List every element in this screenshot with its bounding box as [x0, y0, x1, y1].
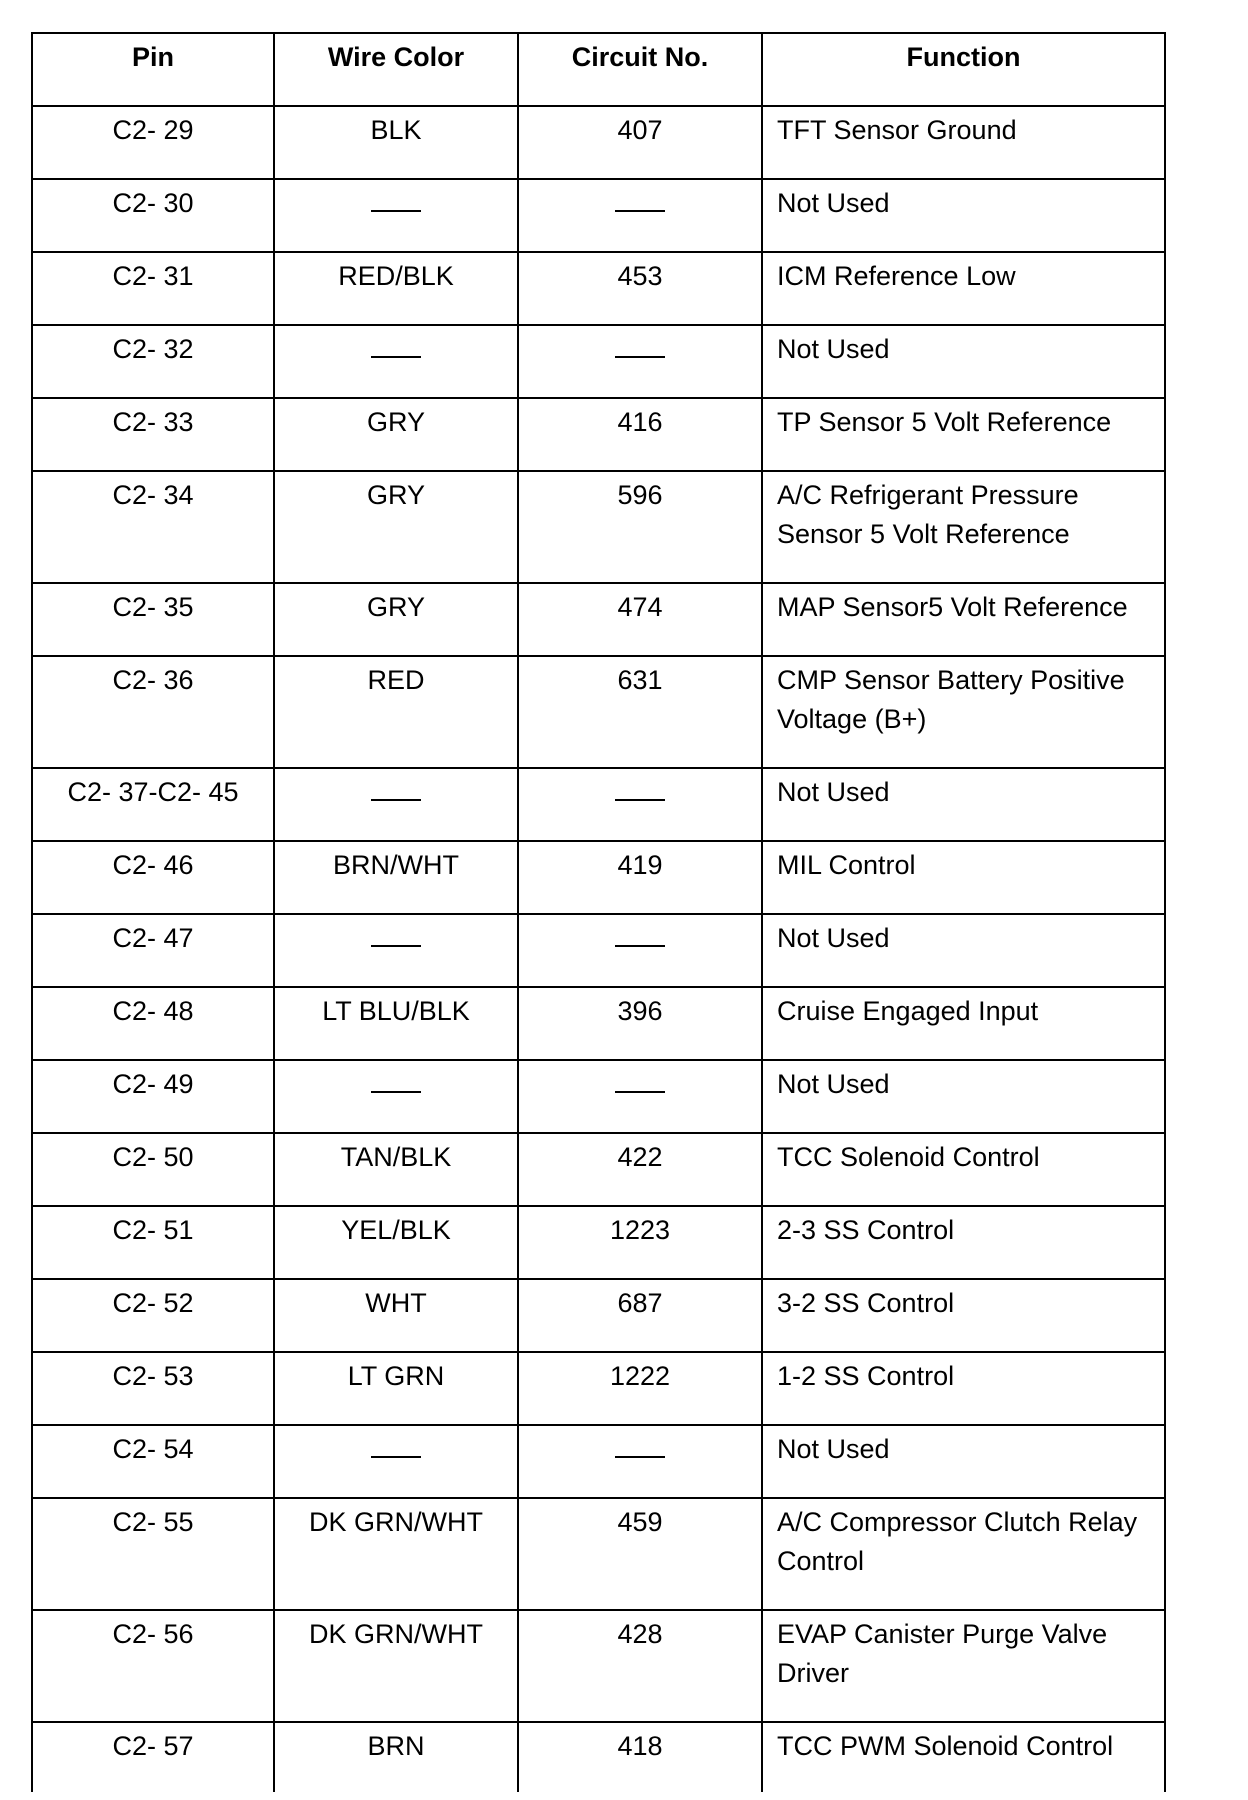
header-wire-color: Wire Color [274, 33, 518, 106]
function-cell: TFT Sensor Ground [762, 106, 1165, 179]
wire-color-cell [274, 914, 518, 987]
function-cell: EVAP Canister Purge Valve Driver [762, 1610, 1165, 1722]
circuit-no-cell: 474 [518, 583, 762, 656]
table-row [32, 325, 1165, 398]
circuit-no-cell: 631 [518, 656, 762, 768]
pin-cell: C2- 30 [32, 179, 274, 252]
wire-color-cell [274, 325, 518, 398]
wire-color-cell [274, 179, 518, 252]
wire-color-cell: BLK [274, 106, 518, 179]
function-cell: TP Sensor 5 Volt Reference [762, 398, 1165, 471]
table-row [32, 1425, 1165, 1498]
empty-dash [615, 1091, 665, 1093]
empty-dash [615, 799, 665, 801]
empty-dash [371, 210, 421, 212]
pin-cell: C2- 54 [32, 1425, 274, 1498]
pin-cell: C2- 50 [32, 1133, 274, 1206]
table-row [32, 1133, 1165, 1206]
wire-color-cell: GRY [274, 398, 518, 471]
function-cell: Not Used [762, 1425, 1165, 1498]
empty-dash [371, 1456, 421, 1458]
function-cell: A/C Compressor Clutch Relay Control [762, 1498, 1165, 1610]
circuit-no-cell: 453 [518, 252, 762, 325]
function-cell: CMP Sensor Battery Positive Voltage (B+) [762, 656, 1165, 768]
circuit-no-cell: 596 [518, 471, 762, 583]
table-row [32, 1206, 1165, 1279]
table-row [32, 583, 1165, 656]
header-pin: Pin [32, 33, 274, 106]
empty-dash [615, 1456, 665, 1458]
circuit-no-cell [518, 1425, 762, 1498]
empty-dash [371, 1091, 421, 1093]
wire-color-cell: WHT [274, 1279, 518, 1352]
function-cell: MAP Sensor5 Volt Reference [762, 583, 1165, 656]
function-cell: Cruise Engaged Input [762, 987, 1165, 1060]
function-cell: MIL Control [762, 841, 1165, 914]
circuit-no-cell [518, 1060, 762, 1133]
wire-color-cell: GRY [274, 471, 518, 583]
circuit-no-cell [518, 768, 762, 841]
pin-cell: C2- 29 [32, 106, 274, 179]
pin-cell: C2- 37-C2- 45 [32, 768, 274, 841]
function-cell: Not Used [762, 768, 1165, 841]
circuit-no-cell: 687 [518, 1279, 762, 1352]
empty-dash [371, 799, 421, 801]
pin-cell: C2- 33 [32, 398, 274, 471]
function-cell: Not Used [762, 914, 1165, 987]
empty-dash [615, 356, 665, 358]
table-row [32, 252, 1165, 325]
function-cell: TCC Solenoid Control [762, 1133, 1165, 1206]
circuit-no-cell: 422 [518, 1133, 762, 1206]
pin-cell: C2- 51 [32, 1206, 274, 1279]
empty-dash [371, 356, 421, 358]
table-row [32, 987, 1165, 1060]
pin-cell: C2- 52 [32, 1279, 274, 1352]
wire-color-cell: TAN/BLK [274, 1133, 518, 1206]
circuit-no-cell [518, 325, 762, 398]
header-circuit-no: Circuit No. [518, 33, 762, 106]
pin-cell: C2- 36 [32, 656, 274, 768]
table-row [32, 179, 1165, 252]
header-row [32, 33, 1165, 106]
function-cell: 2-3 SS Control [762, 1206, 1165, 1279]
wire-color-cell: RED/BLK [274, 252, 518, 325]
empty-dash [615, 945, 665, 947]
table-header [32, 33, 1165, 106]
pin-cell: C2- 55 [32, 1498, 274, 1610]
pin-cell: C2- 46 [32, 841, 274, 914]
function-cell: 1-2 SS Control [762, 1352, 1165, 1425]
wire-color-cell [274, 768, 518, 841]
table-row [32, 656, 1165, 768]
empty-dash [615, 210, 665, 212]
wire-color-cell [274, 1425, 518, 1498]
function-cell: Not Used [762, 1060, 1165, 1133]
table-row [32, 1610, 1165, 1722]
function-cell: TCC PWM Solenoid Control [762, 1722, 1165, 1792]
pin-cell: C2- 32 [32, 325, 274, 398]
table-row [32, 1279, 1165, 1352]
table-row [32, 914, 1165, 987]
pinout-table [31, 32, 1166, 1792]
pin-cell: C2- 35 [32, 583, 274, 656]
wire-color-cell: BRN/WHT [274, 841, 518, 914]
pin-cell: C2- 31 [32, 252, 274, 325]
circuit-no-cell: 416 [518, 398, 762, 471]
pin-cell: C2- 49 [32, 1060, 274, 1133]
function-cell: Not Used [762, 325, 1165, 398]
pin-cell: C2- 47 [32, 914, 274, 987]
table-row [32, 768, 1165, 841]
circuit-no-cell [518, 179, 762, 252]
circuit-no-cell: 418 [518, 1722, 762, 1792]
table-row [32, 471, 1165, 583]
pin-cell: C2- 53 [32, 1352, 274, 1425]
table-body [32, 106, 1165, 1792]
circuit-no-cell: 1222 [518, 1352, 762, 1425]
circuit-no-cell: 459 [518, 1498, 762, 1610]
table-row [32, 106, 1165, 179]
table-row [32, 1722, 1165, 1792]
pin-cell: C2- 56 [32, 1610, 274, 1722]
pin-cell: C2- 57 [32, 1722, 274, 1792]
function-cell: ICM Reference Low [762, 252, 1165, 325]
wire-color-cell: BRN [274, 1722, 518, 1792]
circuit-no-cell: 396 [518, 987, 762, 1060]
wire-color-cell: DK GRN/WHT [274, 1610, 518, 1722]
pin-cell: C2- 34 [32, 471, 274, 583]
function-cell: 3-2 SS Control [762, 1279, 1165, 1352]
circuit-no-cell: 419 [518, 841, 762, 914]
wire-color-cell: YEL/BLK [274, 1206, 518, 1279]
header-function: Function [762, 33, 1165, 106]
function-cell: Not Used [762, 179, 1165, 252]
table-row [32, 1352, 1165, 1425]
circuit-no-cell [518, 914, 762, 987]
wire-color-cell: GRY [274, 583, 518, 656]
table-row [32, 398, 1165, 471]
wire-color-cell: LT GRN [274, 1352, 518, 1425]
circuit-no-cell: 428 [518, 1610, 762, 1722]
circuit-no-cell: 407 [518, 106, 762, 179]
table-row [32, 841, 1165, 914]
function-cell: A/C Refrigerant Pressure Sensor 5 Volt Reference [762, 471, 1165, 583]
table-row [32, 1060, 1165, 1133]
wire-color-cell: RED [274, 656, 518, 768]
empty-dash [371, 945, 421, 947]
circuit-no-cell: 1223 [518, 1206, 762, 1279]
wire-color-cell: DK GRN/WHT [274, 1498, 518, 1610]
wire-color-cell: LT BLU/BLK [274, 987, 518, 1060]
pin-cell: C2- 48 [32, 987, 274, 1060]
table-row [32, 1498, 1165, 1610]
wire-color-cell [274, 1060, 518, 1133]
